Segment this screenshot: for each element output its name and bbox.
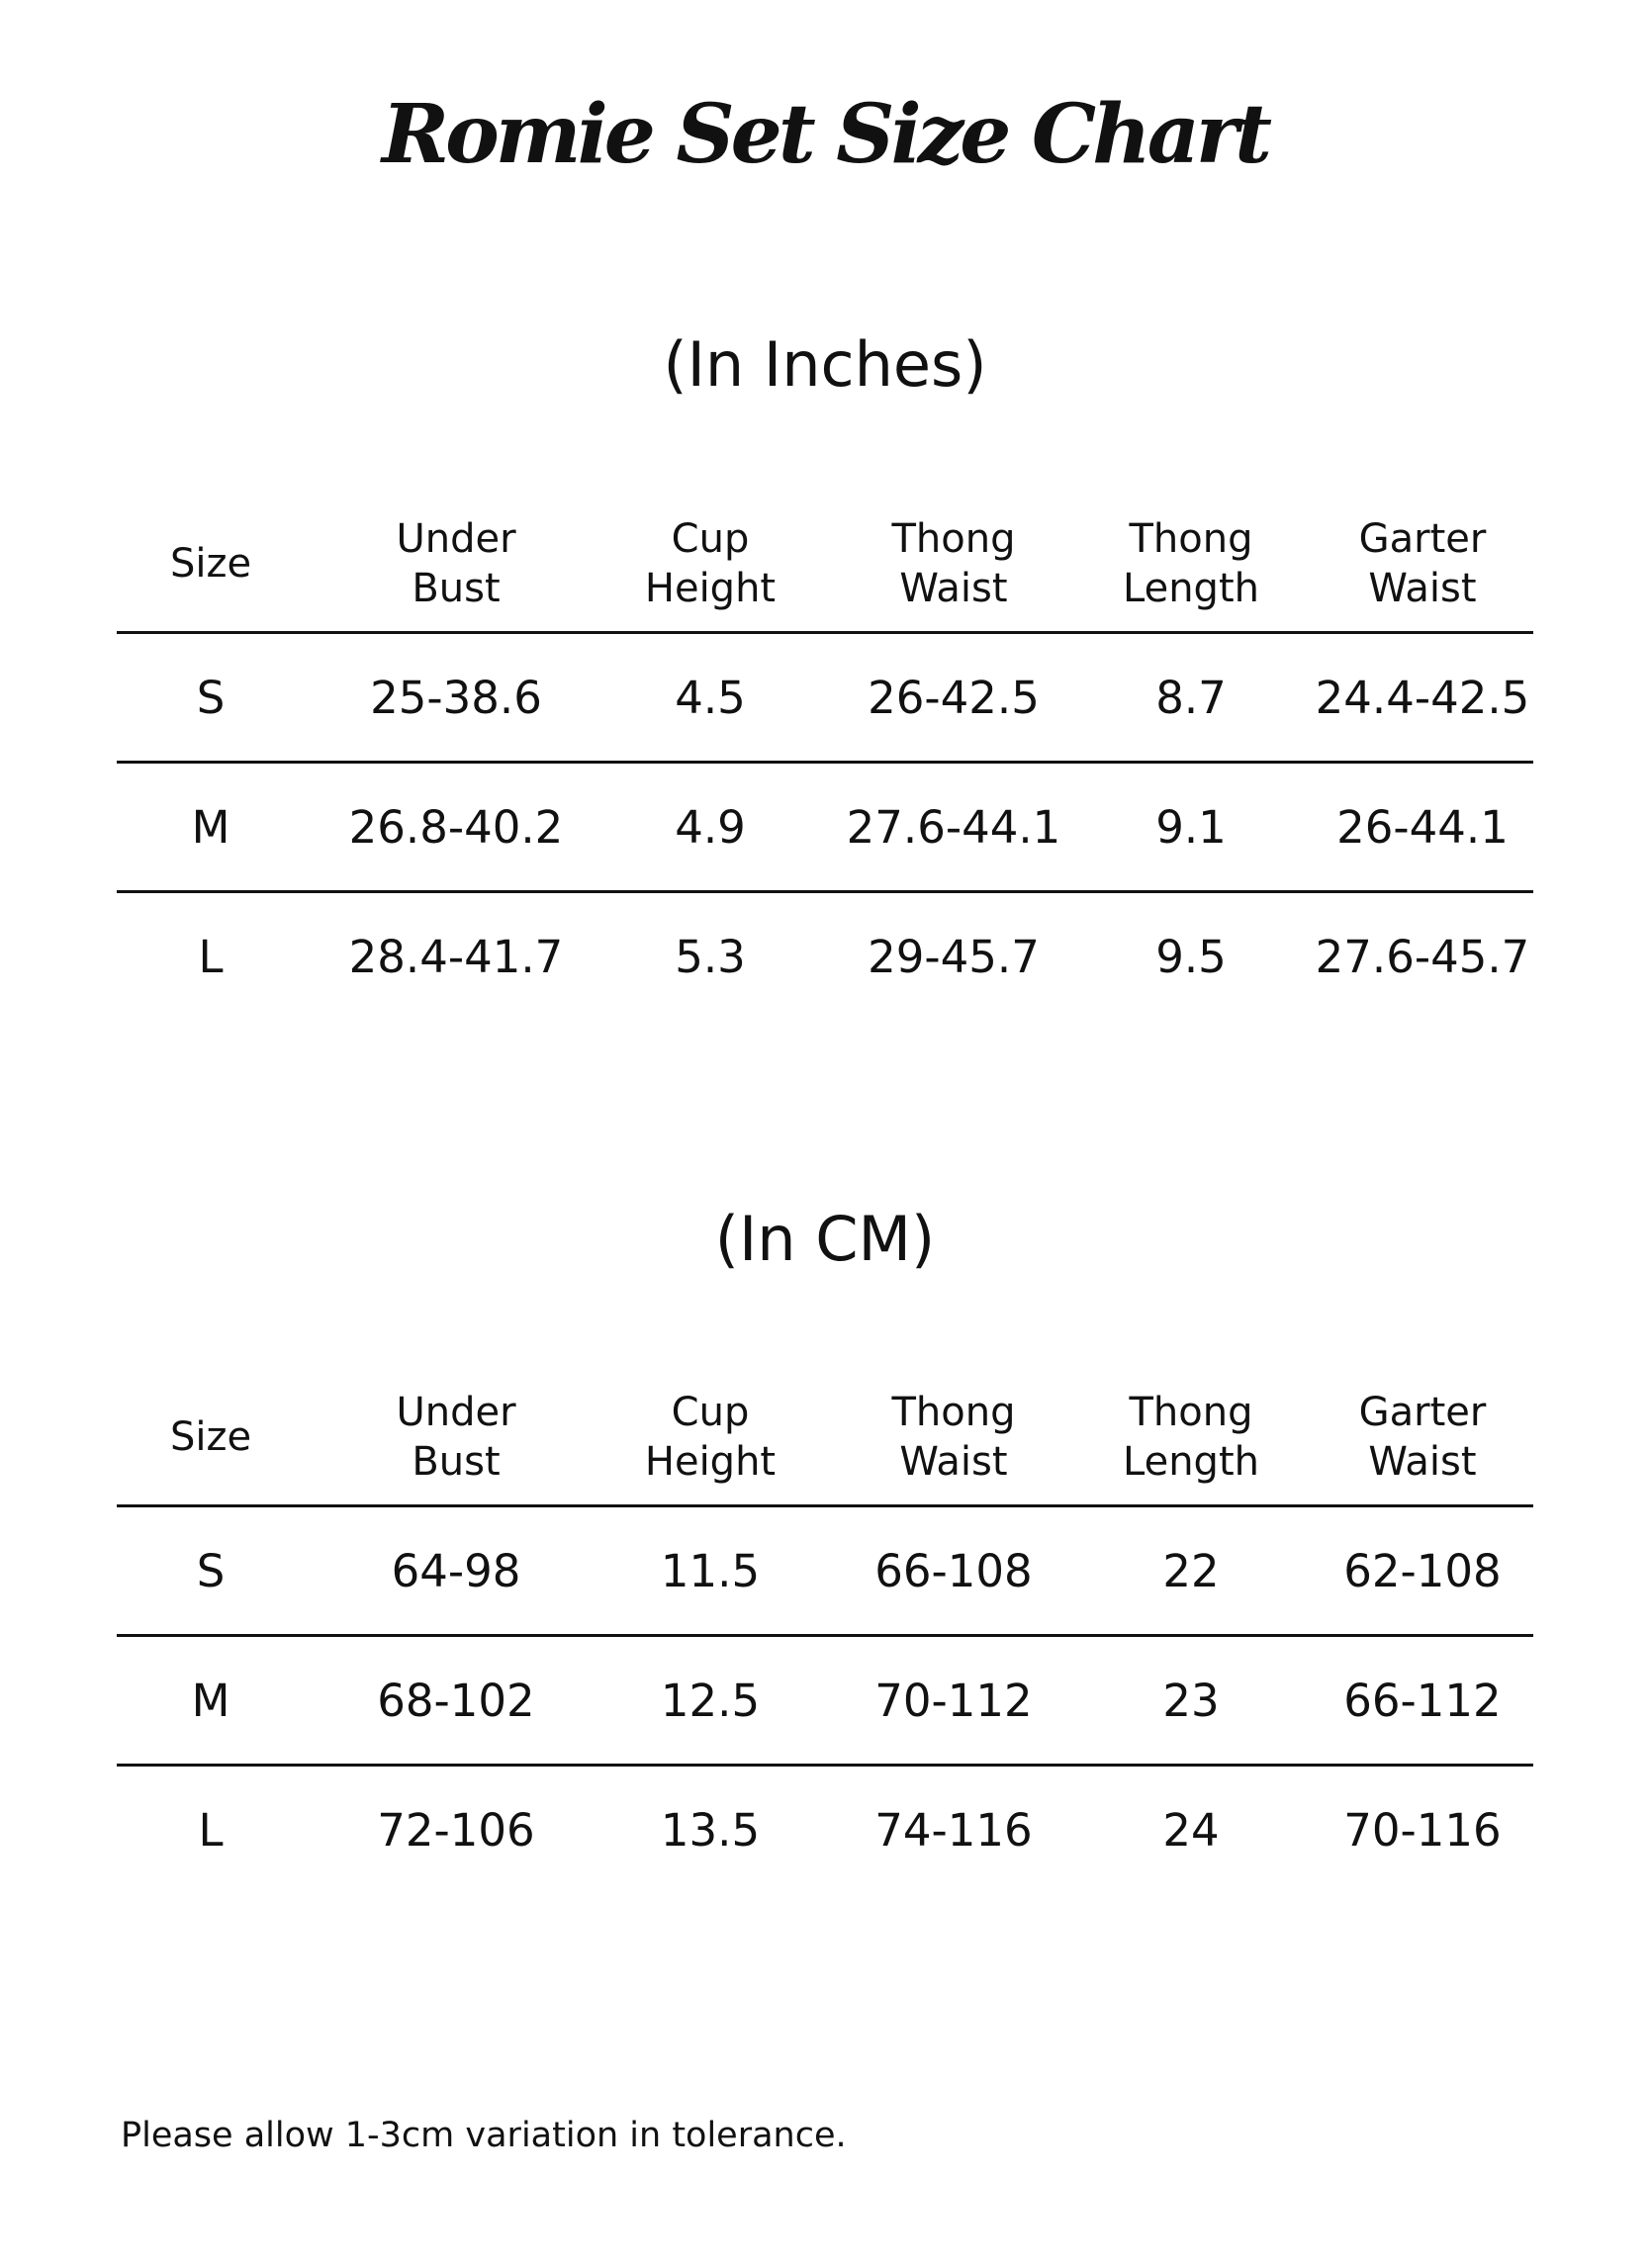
column-header-line: Waist — [899, 1439, 1008, 1485]
measurement-cell: 24 — [1162, 1804, 1220, 1857]
size-label-cell: M — [191, 801, 230, 854]
measurement-cell: 8.7 — [1155, 672, 1227, 724]
measurement-cell: 29-45.7 — [868, 931, 1040, 983]
column-header — [1294, 1388, 1551, 1487]
measurement-cell: 68-102 — [377, 1675, 535, 1727]
column-header-line: Size — [169, 1414, 252, 1460]
measurement-cell: 4.5 — [675, 672, 746, 724]
measurement-cell: 70-112 — [874, 1675, 1033, 1727]
column-header — [582, 1388, 839, 1487]
inches-size-table — [117, 499, 1533, 1004]
measurement-cell: 66-112 — [1343, 1675, 1502, 1727]
cm-size-table — [117, 1373, 1533, 1877]
measurement-cell: 66-108 — [874, 1545, 1033, 1597]
page-title: Romie Set Size Chart — [381, 87, 1269, 182]
column-header-line: Thong — [1129, 1390, 1253, 1435]
cm-section-heading: (In CM) — [714, 1203, 936, 1275]
column-header — [1294, 514, 1551, 613]
column-header-line: Cup — [671, 1390, 750, 1435]
measurement-cell: 9.1 — [1155, 801, 1227, 854]
measurement-cell: 26.8-40.2 — [348, 801, 564, 854]
measurement-cell: 25-38.6 — [370, 672, 542, 724]
measurement-cell: 23 — [1162, 1675, 1220, 1727]
column-header-line: Length — [1123, 1439, 1259, 1485]
size-label-cell: L — [198, 1804, 224, 1857]
measurement-cell: 12.5 — [660, 1675, 761, 1727]
column-header-line: Thong — [891, 1390, 1016, 1435]
column-header-line: Height — [644, 566, 777, 611]
column-header — [825, 1388, 1082, 1487]
size-label-cell: S — [196, 1545, 226, 1597]
column-header-line: Thong — [891, 516, 1016, 562]
column-header-line: Under — [396, 516, 516, 562]
measurement-cell: 27.6-44.1 — [846, 801, 1061, 854]
column-header-line: Waist — [1368, 1439, 1477, 1485]
column-header — [327, 1388, 585, 1487]
measurement-cell: 13.5 — [660, 1804, 761, 1857]
column-header — [825, 514, 1082, 613]
tolerance-note: Please allow 1-3cm variation in tolerance. — [121, 2116, 847, 2155]
column-header-line: Cup — [671, 516, 750, 562]
inches-section-heading: (In Inches) — [663, 328, 987, 401]
measurement-cell: 62-108 — [1343, 1545, 1502, 1597]
column-header-line: Under — [396, 1390, 516, 1435]
column-header — [82, 514, 339, 613]
column-header-line: Garter — [1358, 1390, 1487, 1435]
column-header-line: Length — [1123, 566, 1259, 611]
measurement-cell: 24.4-42.5 — [1315, 672, 1530, 724]
measurement-cell: 4.9 — [675, 801, 746, 854]
column-header — [82, 1388, 339, 1487]
size-label-cell: S — [196, 672, 226, 724]
column-header-line: Garter — [1358, 516, 1487, 562]
size-label-cell: M — [191, 1675, 230, 1727]
measurement-cell: 5.3 — [675, 931, 746, 983]
measurement-cell: 26-44.1 — [1336, 801, 1509, 854]
measurement-cell: 26-42.5 — [868, 672, 1040, 724]
column-header — [1062, 1388, 1320, 1487]
column-header-line: Bust — [412, 1439, 501, 1485]
measurement-cell: 11.5 — [660, 1545, 761, 1597]
column-header-line: Waist — [1368, 566, 1477, 611]
column-header-line: Thong — [1129, 516, 1253, 562]
measurement-cell: 27.6-45.7 — [1315, 931, 1530, 983]
measurement-cell: 74-116 — [874, 1804, 1033, 1857]
column-header-line: Bust — [412, 566, 501, 611]
measurement-cell: 28.4-41.7 — [348, 931, 564, 983]
column-header — [327, 514, 585, 613]
column-header-line: Height — [644, 1439, 777, 1485]
measurement-cell: 9.5 — [1155, 931, 1227, 983]
measurement-cell: 70-116 — [1343, 1804, 1502, 1857]
measurement-cell: 72-106 — [377, 1804, 535, 1857]
column-header — [582, 514, 839, 613]
column-header-line: Waist — [899, 566, 1008, 611]
measurement-cell: 22 — [1162, 1545, 1220, 1597]
column-header — [1062, 514, 1320, 613]
size-label-cell: L — [198, 931, 224, 983]
column-header-line: Size — [169, 541, 252, 587]
measurement-cell: 64-98 — [391, 1545, 521, 1597]
